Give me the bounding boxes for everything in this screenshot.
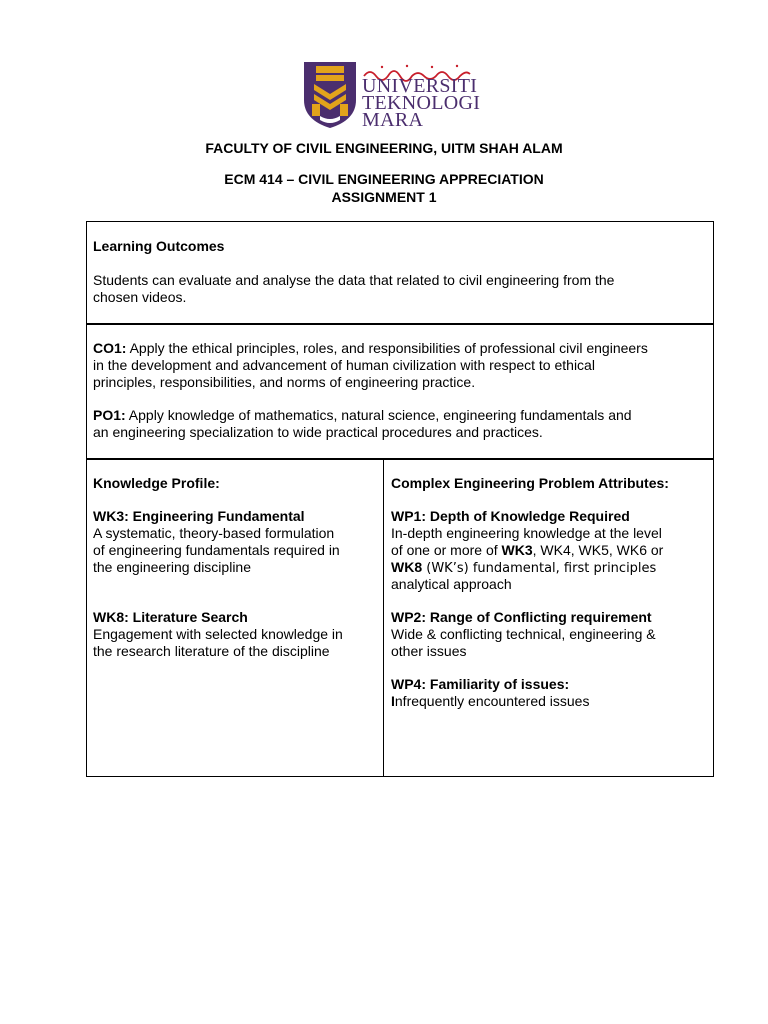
wp1-line [391,542,663,559]
wk3-line: of engineering fundamentals required in [93,542,340,558]
wp2-line: Wide & conflicting technical, engineering & [391,626,656,642]
assignment-title: ASSIGNMENT 1 [331,189,437,205]
wp1-wk3-ref: WK3 [501,542,533,558]
complex-problem-title: Complex Engineering Problem Attributes: [391,475,669,491]
wp4-initial: I [391,693,395,709]
wk3-title: WK3: Engineering Fundamental [93,508,305,524]
logo-line-3: MARA [362,109,424,131]
wp4-title: WP4: Familiarity of issues: [391,676,570,692]
po1-line [93,407,632,424]
wp1-wk8-ref: WK8 [391,559,423,575]
po1-line: an engineering specialization to wide practical procedures and practices. [93,424,543,440]
wp1-text: , WK4, WK5, WK6 or [532,542,664,558]
wp2-title: WP2: Range of Conflicting requirement [391,609,652,625]
wk8-line: the research literature of the discipline [93,643,330,659]
wp4-text: nfrequently encountered issues [394,693,590,709]
learning-outcomes-line: Students can evaluate and analyse the data that related to civil engineering from the [93,272,615,288]
faculty-title: FACULTY OF CIVIL ENGINEERING, UITM SHAH ALAM [205,140,563,156]
wp1-title: WP1: Depth of Knowledge Required [391,508,630,524]
course-title: ECM 414 – CIVIL ENGINEERING APPRECIATION [224,171,544,187]
co1-line: principles, responsibilities, and norms of engineering practice. [93,374,476,390]
co1-text: Apply the ethical principles, roles, and responsibilities of professional civil engineers [126,340,648,356]
logo-line-2: TEKNOLOGI [362,92,481,114]
wk8-line: Engagement with selected knowledge in [93,626,343,642]
learning-outcomes-title: Learning Outcomes [93,238,225,254]
wk3-line: A systematic, theory-based formulation [93,525,335,541]
wp4-line [391,693,589,710]
university-name [362,75,481,131]
po1-text: Apply knowledge of mathematics, natural science, engineering fundamentals and [125,407,632,423]
wp1-text: of one or more of [391,542,502,558]
po1-label: PO1: [93,407,126,423]
wp2-line: other issues [391,643,467,659]
wp1-line [391,559,656,577]
learning-outcomes-line: chosen videos. [93,289,187,305]
wk3-line: the engineering discipline [93,559,251,575]
uitm-crest-icon [300,60,360,130]
co1-line: in the development and advancement of human civilization with respect to ethical [93,357,595,373]
wk8-title: WK8: Literature Search [93,609,248,625]
column-divider [383,458,384,777]
knowledge-profile-title: Knowledge Profile: [93,475,220,491]
wp1-text: (WK’s) fundamental, first principles [422,561,657,576]
wp1-line: In-depth engineering knowledge at the level [391,525,662,541]
wp1-line: analytical approach [391,576,512,592]
logo-line-1: UNIVERSITI [362,75,478,97]
co1-line [93,340,648,357]
university-logo [300,60,480,132]
co1-label: CO1: [93,340,127,356]
